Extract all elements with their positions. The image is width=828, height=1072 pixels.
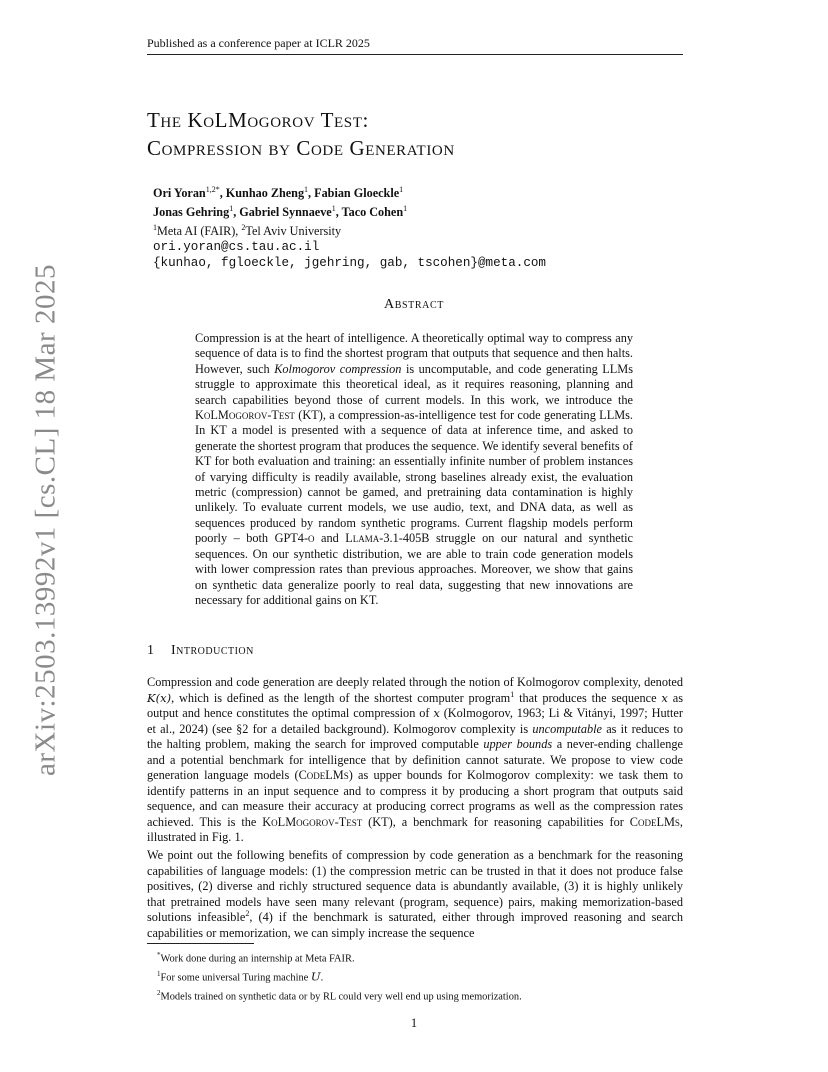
affiliation-mark: 1 xyxy=(153,223,157,233)
section-title: Introduction xyxy=(171,643,254,658)
abstract-fragment: struggle on our natural and synthetic sequences. On our synthetic distribution, we are able to train code generation models with lower compression rates than previous approaches. Moreover, we show that gains on synthetic data generalize poorly to real data, suggesting that new innovations are necessary for additional gains on KT. xyxy=(195,531,634,607)
email-primary[interactable]: ori.yoran@cs.tau.ac.il xyxy=(153,240,320,255)
paper-title xyxy=(147,106,707,162)
running-head: Published as a conference paper at ICLR 2025 xyxy=(147,36,683,55)
author-affiliation-mark: 1 xyxy=(399,185,404,194)
benchmark-name: KoLMogorov-Test xyxy=(262,814,363,829)
footnote-text: . xyxy=(320,972,324,984)
author-separator: , xyxy=(233,205,240,220)
author-name: Jonas Gehring xyxy=(153,205,230,220)
arxiv-identifier: arXiv:2503.13992v1 [cs.CL] 18 Mar 2025 xyxy=(29,264,62,776)
author-affiliation-mark: 1 xyxy=(304,185,309,194)
intro-paragraph-2 xyxy=(147,848,683,941)
abstract-text xyxy=(195,331,633,608)
footnote-0 xyxy=(157,948,683,967)
author-names-line-2 xyxy=(153,201,673,220)
text-fragment: (KT), a benchmark for reasoning capabilities for xyxy=(362,814,630,829)
text-fragment: (Kolmogorov, 1963; Li & Vitányi, 1997; Hutter et al., 2024) (see §2 for a detailed background). Kolmogorov complexity is xyxy=(147,706,683,736)
footnote-text: Work done during an internship at Meta FAIR. xyxy=(160,953,355,965)
footnote-text: For some universal Turing machine xyxy=(160,972,311,984)
author-name: Kunhao Zheng xyxy=(225,186,305,201)
email-group[interactable]: {kunhao, fgloeckle, jgehring, gab, tscohen}@meta.com xyxy=(153,256,546,271)
text-fragment: a never-ending challenge and a potential benchmark for intelligence that by definition cannot saturate. We propose to view code generation language models ( xyxy=(147,737,683,782)
model-class-name: CodeLMs xyxy=(629,814,680,829)
abstract-fragment: and xyxy=(314,531,346,546)
author-block xyxy=(153,182,673,271)
author-separator: , xyxy=(219,186,226,201)
text-emphasis: upper bounds xyxy=(483,737,553,751)
section-heading-introduction xyxy=(147,643,254,659)
footnote-text: Models trained on synthetic data or by RL could very well end up using memorization. xyxy=(160,991,522,1003)
text-fragment: , illustrated in Fig. 1. xyxy=(147,814,683,844)
math-expression: x xyxy=(433,706,440,720)
author-separator: , xyxy=(335,205,342,220)
math-expression: U xyxy=(310,969,321,984)
math-expression: K(x) xyxy=(147,690,172,705)
text-emphasis: uncomputable xyxy=(532,721,603,736)
footnote-mark: 1 xyxy=(157,969,161,978)
author-affiliation-mark: 1 xyxy=(403,204,408,214)
author-names-line-1 xyxy=(153,182,673,201)
affiliation-meta: Meta AI (FAIR), xyxy=(157,224,242,239)
abstract-benchmark-name: KoLMogorov-Test xyxy=(195,408,295,423)
footnote-ref[interactable]: 1 xyxy=(510,689,515,699)
affiliation-tau: Tel Aviv University xyxy=(245,224,342,239)
author-name: Taco Cohen xyxy=(341,205,404,220)
abstract-model-name: o xyxy=(308,531,315,546)
abstract-heading: Abstract xyxy=(384,297,444,312)
text-fragment: that produces the sequence xyxy=(514,690,662,705)
author-separator: , xyxy=(308,186,315,201)
abstract-model-name: Llama-3.1-405B xyxy=(345,531,430,546)
author-affiliation-mark: 1 xyxy=(229,204,234,214)
footnote-rule xyxy=(147,943,254,944)
section-number: 1 xyxy=(147,643,155,658)
affiliations xyxy=(153,220,673,239)
text-fragment: We point out the following benefits of compression by code generation as a benchmark for the reasoning capabilities of language models: (1) the compression metric can be trusted in that it does not produce false positives, (2) diverse and richly structured sequence data is abundantly available, (3) it is highly unlikely that pretrained models have seen many relevant (program, sequence) pairs, making memorization-based solutions infeasible xyxy=(147,848,683,924)
author-affiliation-mark: 1,2* xyxy=(205,185,220,194)
title-line-2: Compression by Code Generation xyxy=(147,136,455,160)
abstract-fragment: is uncomputable, and code generating LLMs struggle to approximate this theoretical ideal, as it requires reasoning, planning and search capabilities beyond those of current models. In this work, we introduce the xyxy=(195,361,634,407)
page-number: 1 xyxy=(410,1016,418,1030)
footnotes xyxy=(157,948,683,1005)
footnote-ref[interactable]: 2 xyxy=(245,908,250,918)
text-fragment: Compression and code generation are deeply related through the notion of Kolmogorov complexity, denoted xyxy=(147,675,683,689)
math-expression: x xyxy=(661,690,668,705)
abstract-emphasis: Kolmogorov compression xyxy=(274,361,402,376)
title-line-1: The KoLMogorov Test: xyxy=(147,108,369,132)
intro-paragraph-1 xyxy=(147,675,683,846)
abstract-fragment: Compression is at the heart of intelligence. A theoretically optimal way to compress any sequence of data is to find the shortest program that outputs that sequence and then halts. However, such xyxy=(195,331,633,376)
text-fragment: as it reduces to the halting problem, making the search for improved computable xyxy=(147,721,683,751)
footnote-mark: * xyxy=(157,951,161,959)
author-affiliation-mark: 1 xyxy=(331,204,336,214)
footnote-mark: 2 xyxy=(157,988,161,997)
author-name: Ori Yoran xyxy=(153,186,206,201)
model-class-name: CodeLMs xyxy=(298,768,349,782)
affiliation-mark: 2 xyxy=(241,223,246,233)
text-fragment: as output and hence constitutes the optimal compression of xyxy=(147,690,683,720)
text-fragment: , (4) if the benchmark is saturated, either through improved reasoning and search capabilities or memorization, we can simply increase the sequence xyxy=(147,910,683,940)
footnote-1 xyxy=(157,967,683,986)
text-fragment: , which is defined as the length of the shortest computer program xyxy=(171,690,511,705)
author-name: Fabian Gloeckle xyxy=(314,186,400,201)
footnote-2 xyxy=(157,986,683,1005)
author-name: Gabriel Synnaeve xyxy=(239,205,332,220)
abstract-fragment: (KT), a compression-as-intelligence test for code generating LLMs. In KT a model is presented with a sequence of data at inference time, and asked to generate the shortest program that produces the sequence. We identify several benefits of KT for both evaluation and training: an essentially infinite number of problem instances of varying difficulty is readily available, strong baselines already exist, the evaluation metric (compression) cannot be gamed, and pretraining data contamination is highly unlikely. To evaluate current models, we use audio, text, and DNA data, as well as sequences produced by random synthetic programs. Current flagship models perform poorly – both GPT4- xyxy=(195,408,633,546)
text-fragment: ) as upper bounds for Kolmogorov complexity: we task them to identify patterns in an input sequence and to compress it by producing a short program that outputs said sequence, and can measure their accuracy at producing correct programs as well as the compression rates achieved. This is the xyxy=(147,768,683,829)
